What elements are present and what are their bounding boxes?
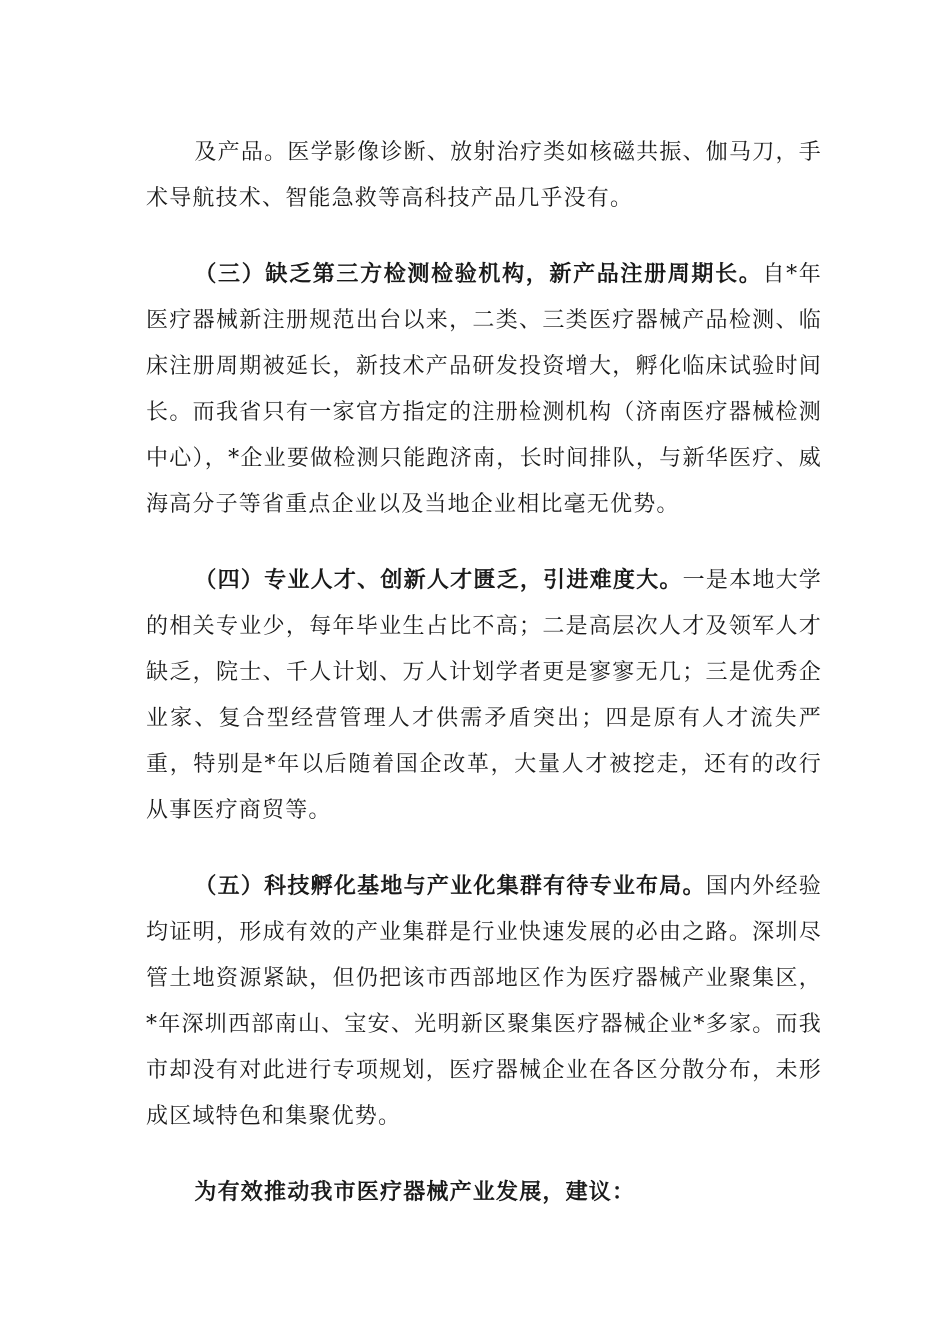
paragraph-text: 及产品。医学影像诊断、放射治疗类如核磁共振、伽马刀，手术导航技术、智能急救等高科技产品几乎没有。 [146, 140, 822, 211]
section-heading-four: （四）专业人才、创新人才匮乏，引进难度大。 [194, 568, 683, 593]
paragraph-recommendations-intro [146, 1170, 822, 1216]
paragraph-talent-shortage [146, 558, 822, 834]
paragraph-product-gap [146, 130, 822, 222]
section-heading-five: （五）科技孵化基地与产业化集群有待专业布局。 [194, 874, 706, 899]
document-body [146, 130, 822, 1246]
section-heading-three: （三）缺乏第三方检测检验机构，新产品注册周期长。 [194, 262, 763, 287]
paragraph-testing-institutions [146, 252, 822, 528]
recommendations-heading: 为有效推动我市医疗器械产业发展，建议： [194, 1180, 636, 1205]
paragraph-text: 自*年医疗器械新注册规范出台以来，二类、三类医疗器械产品检测、临床注册周期被延长，新技术产品研发投资增大，孵化临床试验时间长。而我省只有一家官方指定的注册检测机构（济南医疗器械检测中心），*企业要做检测只能跑济南，长时间排队，与新华医疗、威海高分子等省重点企业以及当地企业相比毫无优势。 [146, 262, 822, 517]
paragraph-text: 一是本地大学的相关专业少，每年毕业生占比不高；二是高层次人才及领军人才缺乏，院士、千人计划、万人计划学者更是寥寥无几；三是优秀企业家、复合型经营管理人才供需矛盾突出；四是原有人才流失严重，特别是*年以后随着国企改革，大量人才被挖走，还有的改行从事医疗商贸等。 [146, 568, 823, 823]
paragraph-text: 国内外经验均证明，形成有效的产业集群是行业快速发展的必由之路。深圳尽管土地资源紧缺，但仍把该市西部地区作为医疗器械产业聚集区，*年深圳西部南山、宝安、光明新区聚集医疗器械企业*多家。而我市却没有对此进行专项规划，医疗器械企业在各区分散分布，未形成区域特色和集聚优势。 [146, 874, 822, 1129]
paragraph-incubation-clusters [146, 864, 822, 1140]
